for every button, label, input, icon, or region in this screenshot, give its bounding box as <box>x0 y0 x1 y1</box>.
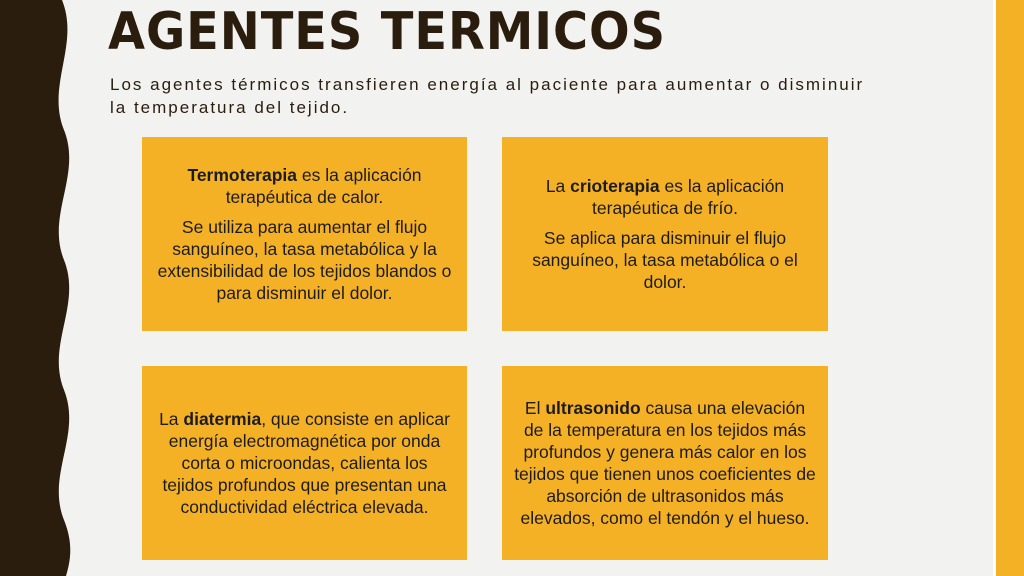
card-description: Se aplica para disminuir el flujo sanguíneo, la tasa metabólica o el dolor. <box>532 228 798 292</box>
card-crioterapia <box>502 137 828 331</box>
card-ultrasonido <box>502 366 828 560</box>
card-definition <box>514 397 816 529</box>
text-span: El <box>524 398 546 418</box>
card-diatermia <box>142 366 467 560</box>
wavy-side-band <box>0 0 80 576</box>
text-span: es la aplicación terapéutica de calor. <box>225 165 422 207</box>
text-span: causa una elevación de la temperatura en los tejidos más profundos y genera más calor en los tejidos que tienen unos coeficientes de absorción de ultrasonidos más elevados, como el tendón y el hueso. <box>514 398 816 528</box>
page-title: AGENTES TERMICOS <box>108 2 666 62</box>
card-definition <box>154 408 455 518</box>
text-span: es la aplicación terapéutica de frío. <box>592 176 785 218</box>
text-span: , que consiste en aplicar energía electromagnética por onda corta o microondas, calienta los tejidos profundos que presentan una conductividad eléctrica elevada. <box>162 409 450 517</box>
keyword: Termoterapia <box>187 165 298 185</box>
card-description: Se utiliza para aumentar el flujo sanguíneo, la tasa metabólica y la extensibilidad de los tejidos blandos o para disminuir el dolor. <box>157 217 452 303</box>
card-definition <box>514 175 816 219</box>
keyword: crioterapia <box>570 176 660 196</box>
accent-stripe <box>996 0 1024 576</box>
page-subtitle: Los agentes térmicos transfieren energía al paciente para aumentar o disminuir la temperatura del tejido. <box>110 75 865 117</box>
keyword: diatermia <box>183 409 262 429</box>
text-span: La <box>159 409 184 429</box>
card-definition <box>154 164 455 208</box>
card-termoterapia <box>142 137 467 331</box>
keyword: ultrasonido <box>545 398 641 418</box>
text-span: La <box>545 176 571 196</box>
